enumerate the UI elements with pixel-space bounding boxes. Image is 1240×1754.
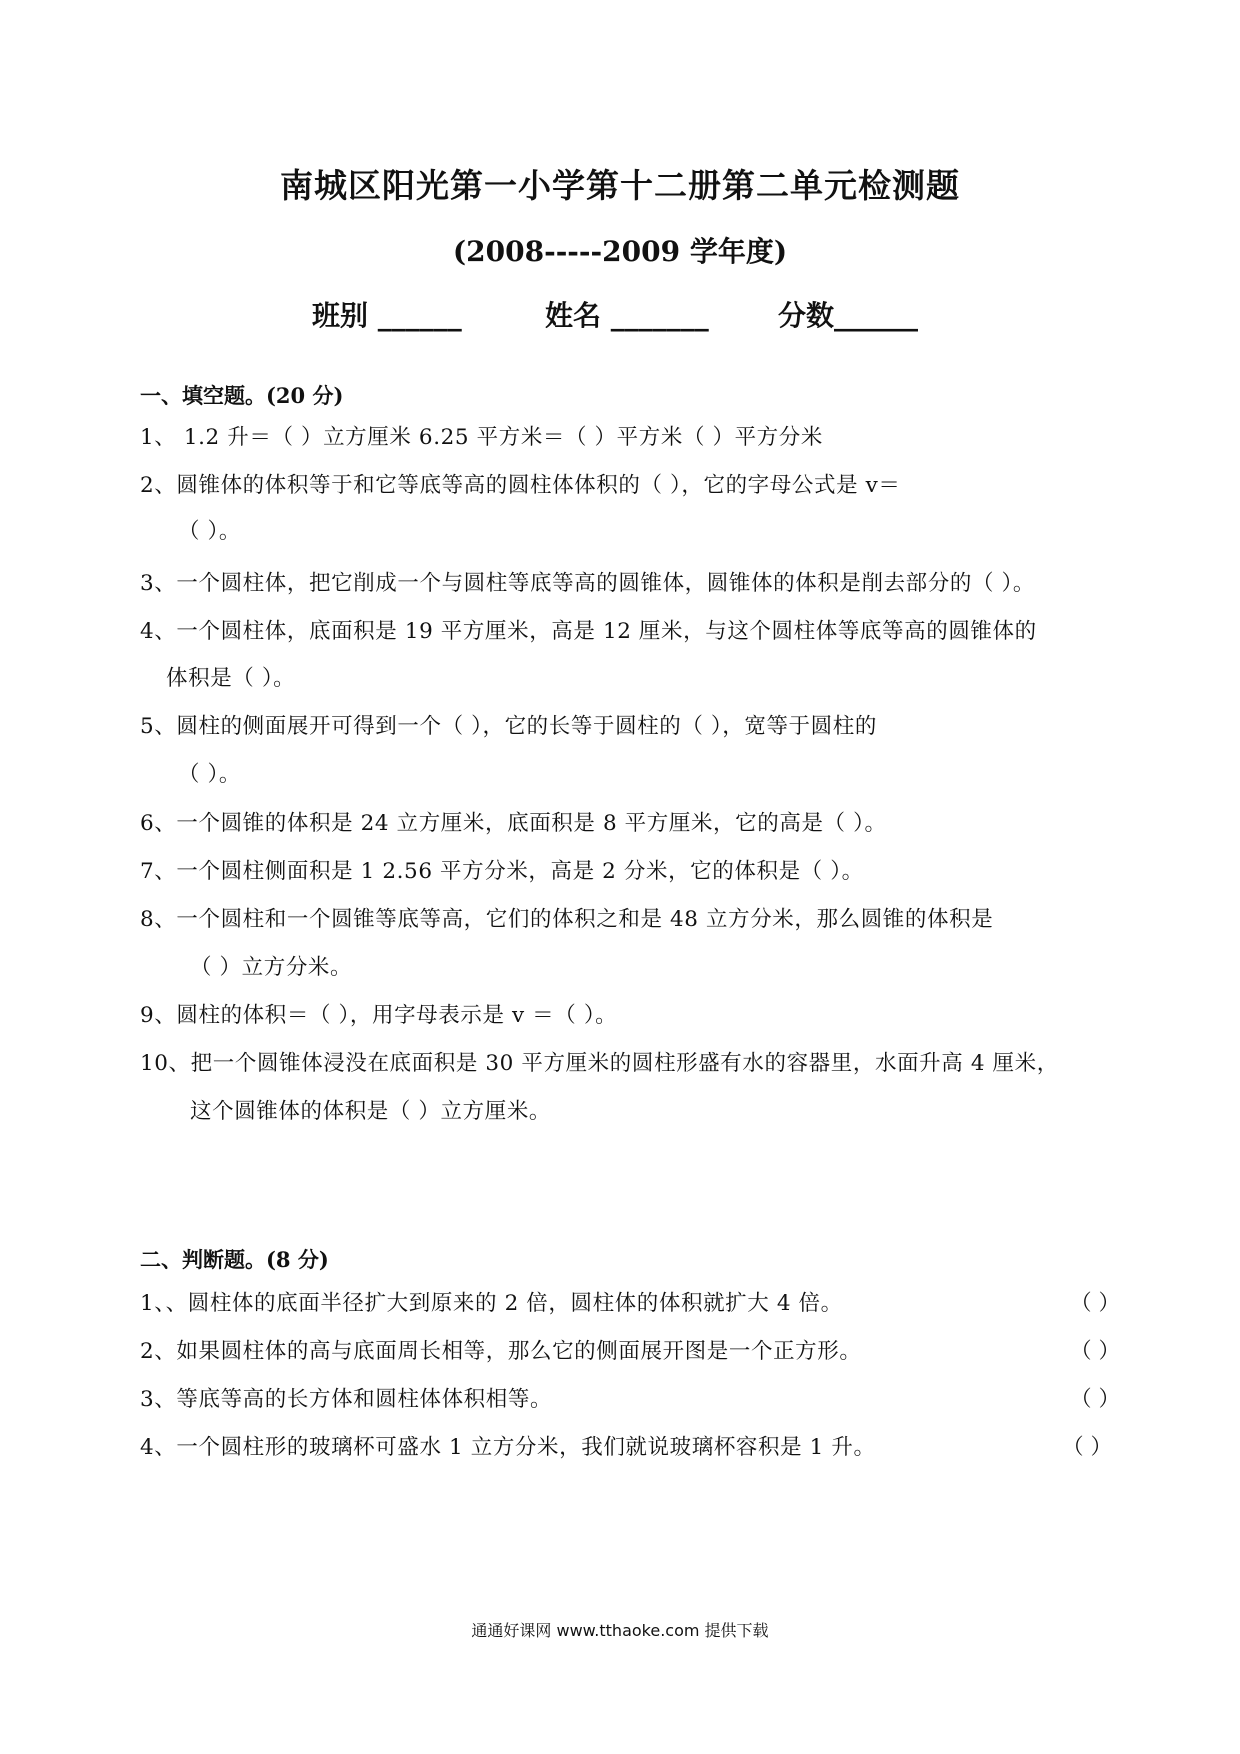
judgement-item: 4、一个圆柱形的玻璃杯可盛水 1 立方分米，我们就说玻璃杯容积是 1 升。 [140, 1435, 876, 1460]
question-line: 3、一个圆柱体，把它削成一个与圆柱等底等高的圆锥体，圆锥体的体积是削去部分的（ ）。 [140, 571, 1035, 596]
answer-paren: （ ） [1070, 1339, 1120, 1364]
question-line: （ ）立方分米。 [190, 955, 353, 980]
class-field: 班别 ______ [312, 299, 462, 332]
footer-credit: 通通好课网 www.tthaoke.com 提供下载 [471, 1621, 769, 1640]
question-line: 4、一个圆柱体，底面积是 19 平方厘米，高是 12 厘米，与这个圆柱体等底等高的圆锥体的 [140, 619, 1037, 644]
answer-paren: （ ） [1062, 1435, 1112, 1460]
answer-paren: （ ） [1070, 1387, 1120, 1412]
question-line: 5、圆柱的侧面展开可得到一个（ ），它的长等于圆柱的（ ），宽等于圆柱的 [140, 714, 877, 739]
question-line: （ ）。 [178, 762, 241, 787]
judgement-item: 3、等底等高的长方体和圆柱体体积相等。 [140, 1387, 553, 1412]
question-line: 9、圆柱的体积＝（ ），用字母表示是 v ＝（ ）。 [140, 1003, 618, 1028]
answer-paren: （ ） [1070, 1291, 1120, 1316]
question-line: 6、一个圆锥的体积是 24 立方厘米，底面积是 8 平方厘米，它的高是（ ）。 [140, 811, 887, 836]
name-field: 姓名 _______ [545, 299, 709, 332]
school-year: (2008-----2009 学年度) [452, 235, 788, 268]
question-line: 体积是（ ）。 [166, 666, 296, 691]
question-line: （ ）。 [178, 519, 241, 544]
question-line: 8、一个圆柱和一个圆锥等底等高，它们的体积之和是 48 立方分米，那么圆锥的体积是 [140, 907, 994, 932]
question-line: 2、圆锥体的体积等于和它等底等高的圆柱体体积的（ ），它的字母公式是 v＝ [140, 473, 901, 498]
question-line: 10、把一个圆锥体浸没在底面积是 30 平方厘米的圆柱形盛有水的容器里，水面升高 4 厘米， [140, 1051, 1059, 1076]
section-heading-true-false: 二、判断题。(8 分) [140, 1247, 329, 1272]
question-line: 1、 1.2 升＝（ ）立方厘米 6.25 平方米＝（ ）平方米（ ）平方分米 [140, 425, 823, 450]
page-title: 南城区阳光第一小学第十二册第二单元检测题 [280, 166, 960, 205]
question-line: 这个圆锥体的体积是（ ）立方厘米。 [190, 1099, 552, 1124]
score-field: 分数______ [778, 299, 919, 332]
section-heading-fill-blank: 一、填空题。(20 分) [140, 383, 344, 408]
judgement-item: 1、、圆柱体的底面半径扩大到原来的 2 倍，圆柱体的体积就扩大 4 倍。 [140, 1291, 843, 1316]
judgement-item: 2、如果圆柱体的高与底面周长相等，那么它的侧面展开图是一个正方形。 [140, 1339, 862, 1364]
question-line: 7、一个圆柱侧面积是 1 2.56 平方分米，高是 2 分米，它的体积是（ ）。 [140, 859, 864, 884]
